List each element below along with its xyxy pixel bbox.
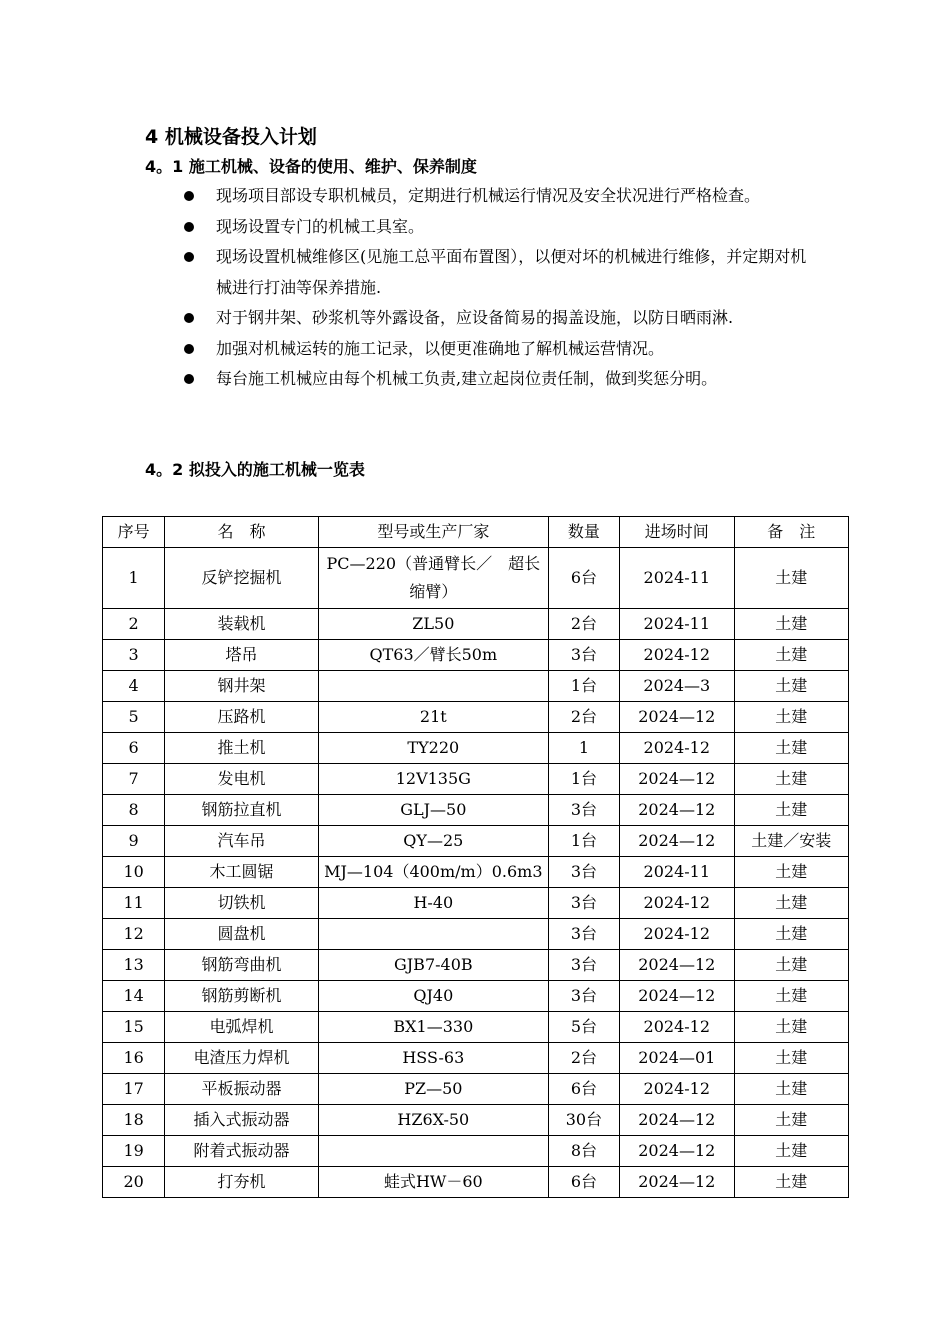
cell-index: 6 — [103, 733, 165, 764]
header-remark: 备 注 — [734, 517, 848, 548]
cell-remark: 土建 — [734, 1012, 848, 1043]
cell-quantity: 3台 — [548, 857, 619, 888]
bullet-text: 现场项目部设专职机械员，定期进行机械运行情况及安全状况进行严格检查。 — [216, 186, 761, 205]
cell-name: 钢筋剪断机 — [165, 981, 319, 1012]
cell-model: MJ—104（400m/m）0.6m3 — [318, 857, 548, 888]
cell-index: 11 — [103, 888, 165, 919]
cell-model: HZ6X-50 — [318, 1105, 548, 1136]
cell-quantity: 1台 — [548, 826, 619, 857]
cell-name: 塔吊 — [165, 640, 319, 671]
cell-name: 钢筋拉直机 — [165, 795, 319, 826]
cell-remark: 土建 — [734, 950, 848, 981]
bullet-dot-icon — [184, 374, 194, 384]
cell-model: QY—25 — [318, 826, 548, 857]
cell-quantity: 6台 — [548, 548, 619, 609]
cell-quantity: 2台 — [548, 702, 619, 733]
table-row — [103, 1043, 849, 1074]
bullet-item — [216, 181, 812, 212]
cell-model: QT63／臂长50m — [318, 640, 548, 671]
bullet-text: 现场设置机械维修区(见施工总平面布置图），以便对坏的机械进行维修，并定期对机械进行打油等保养措施. — [216, 247, 807, 297]
cell-index: 5 — [103, 702, 165, 733]
cell-name: 圆盘机 — [165, 919, 319, 950]
table-body — [103, 548, 849, 1198]
table-row — [103, 733, 849, 764]
cell-remark: 土建 — [734, 1074, 848, 1105]
table-row — [103, 609, 849, 640]
cell-remark: 土建 — [734, 888, 848, 919]
cell-remark: 土建 — [734, 609, 848, 640]
cell-index: 19 — [103, 1136, 165, 1167]
cell-name: 推土机 — [165, 733, 319, 764]
cell-quantity: 2台 — [548, 1043, 619, 1074]
bullet-text: 对于钢井架、砂浆机等外露设备，应设备简易的揭盖设施，以防日晒雨淋. — [216, 308, 734, 327]
cell-model: ZL50 — [318, 609, 548, 640]
cell-quantity: 3台 — [548, 919, 619, 950]
header-model: 型号或生产厂家 — [318, 517, 548, 548]
cell-model: BX1—330 — [318, 1012, 548, 1043]
cell-name: 钢筋弯曲机 — [165, 950, 319, 981]
cell-index: 8 — [103, 795, 165, 826]
table-row — [103, 671, 849, 702]
cell-quantity: 3台 — [548, 981, 619, 1012]
table-row — [103, 640, 849, 671]
cell-name: 插入式振动器 — [165, 1105, 319, 1136]
cell-arrival-time: 2024-12 — [620, 919, 734, 950]
cell-model: H-40 — [318, 888, 548, 919]
cell-name: 切铁机 — [165, 888, 319, 919]
cell-remark: 土建 — [734, 640, 848, 671]
cell-arrival-time: 2024—12 — [620, 1105, 734, 1136]
bullet-dot-icon — [184, 313, 194, 323]
maintenance-rules-list — [0, 181, 950, 395]
bullet-dot-icon — [184, 222, 194, 232]
cell-index: 1 — [103, 548, 165, 609]
cell-quantity: 6台 — [548, 1074, 619, 1105]
cell-model: GLJ—50 — [318, 795, 548, 826]
cell-arrival-time: 2024-12 — [620, 888, 734, 919]
cell-remark: 土建 — [734, 671, 848, 702]
cell-arrival-time: 2024-12 — [620, 1012, 734, 1043]
cell-quantity: 8台 — [548, 1136, 619, 1167]
cell-remark: 土建 — [734, 919, 848, 950]
cell-remark: 土建 — [734, 795, 848, 826]
header-arrival-time: 进场时间 — [620, 517, 734, 548]
cell-index: 3 — [103, 640, 165, 671]
cell-model: TY220 — [318, 733, 548, 764]
header-name: 名 称 — [165, 517, 319, 548]
bullet-dot-icon — [184, 191, 194, 201]
cell-quantity: 30台 — [548, 1105, 619, 1136]
cell-model: 21t — [318, 702, 548, 733]
cell-arrival-time: 2024-12 — [620, 733, 734, 764]
cell-name: 汽车吊 — [165, 826, 319, 857]
cell-model: HSS-63 — [318, 1043, 548, 1074]
table-row — [103, 1074, 849, 1105]
cell-name: 钢井架 — [165, 671, 319, 702]
cell-index: 7 — [103, 764, 165, 795]
cell-quantity: 3台 — [548, 640, 619, 671]
cell-remark: 土建 — [734, 1167, 848, 1198]
table-row — [103, 548, 849, 609]
header-quantity: 数量 — [548, 517, 619, 548]
cell-name: 平板振动器 — [165, 1074, 319, 1105]
table-row — [103, 950, 849, 981]
table-row — [103, 764, 849, 795]
cell-remark: 土建 — [734, 764, 848, 795]
cell-index: 18 — [103, 1105, 165, 1136]
cell-model: GJB7-40B — [318, 950, 548, 981]
table-row — [103, 919, 849, 950]
cell-arrival-time: 2024-11 — [620, 548, 734, 609]
cell-arrival-time: 2024-11 — [620, 609, 734, 640]
cell-name: 附着式振动器 — [165, 1136, 319, 1167]
cell-arrival-time: 2024-11 — [620, 857, 734, 888]
cell-remark: 土建 — [734, 857, 848, 888]
cell-arrival-time: 2024—12 — [620, 950, 734, 981]
cell-index: 10 — [103, 857, 165, 888]
cell-arrival-time: 2024—3 — [620, 671, 734, 702]
section-2-title: 4。2 拟投入的施工机械一览表 — [145, 460, 365, 479]
cell-arrival-time: 2024—12 — [620, 795, 734, 826]
bullet-item — [216, 364, 812, 395]
cell-quantity: 3台 — [548, 950, 619, 981]
cell-remark: 土建 — [734, 1043, 848, 1074]
cell-arrival-time: 2024—12 — [620, 1136, 734, 1167]
cell-remark: 土建 — [734, 548, 848, 609]
table-row — [103, 702, 849, 733]
table-row — [103, 888, 849, 919]
cell-index: 20 — [103, 1167, 165, 1198]
cell-index: 17 — [103, 1074, 165, 1105]
cell-model: PC—220（普通臂长／ 超长缩臂） — [318, 548, 548, 609]
cell-model — [318, 919, 548, 950]
cell-arrival-time: 2024—12 — [620, 1167, 734, 1198]
cell-index: 13 — [103, 950, 165, 981]
cell-index: 12 — [103, 919, 165, 950]
cell-model: 12V135G — [318, 764, 548, 795]
machinery-table — [102, 516, 849, 1198]
cell-arrival-time: 2024-12 — [620, 640, 734, 671]
cell-name: 压路机 — [165, 702, 319, 733]
cell-quantity: 1 — [548, 733, 619, 764]
cell-name: 装载机 — [165, 609, 319, 640]
cell-remark: 土建／安装 — [734, 826, 848, 857]
cell-quantity: 2台 — [548, 609, 619, 640]
cell-model: QJ40 — [318, 981, 548, 1012]
cell-index: 2 — [103, 609, 165, 640]
table-row — [103, 1105, 849, 1136]
section-1-title: 4。1 施工机械、设备的使用、维护、保养制度 — [145, 157, 477, 176]
cell-name: 电渣压力焊机 — [165, 1043, 319, 1074]
cell-quantity: 6台 — [548, 1167, 619, 1198]
table-row — [103, 1012, 849, 1043]
header-index: 序号 — [103, 517, 165, 548]
bullet-dot-icon — [184, 252, 194, 262]
bullet-dot-icon — [184, 344, 194, 354]
cell-index: 4 — [103, 671, 165, 702]
bullet-text: 现场设置专门的机械工具室。 — [216, 216, 425, 236]
cell-name: 打夯机 — [165, 1167, 319, 1198]
table-row — [103, 795, 849, 826]
bullet-item — [216, 334, 812, 365]
cell-model: PZ—50 — [318, 1074, 548, 1105]
cell-quantity: 3台 — [548, 888, 619, 919]
bullet-text: 每台施工机械应由每个机械工负责,建立起岗位责任制，做到奖惩分明。 — [216, 369, 718, 388]
bullet-item — [216, 212, 812, 243]
cell-arrival-time: 2024—12 — [620, 764, 734, 795]
bullet-item — [216, 242, 812, 303]
cell-index: 15 — [103, 1012, 165, 1043]
cell-arrival-time: 2024-12 — [620, 1074, 734, 1105]
cell-arrival-time: 2024—12 — [620, 826, 734, 857]
cell-name: 木工圆锯 — [165, 857, 319, 888]
cell-index: 16 — [103, 1043, 165, 1074]
cell-quantity: 1台 — [548, 671, 619, 702]
cell-remark: 土建 — [734, 733, 848, 764]
table-row — [103, 1136, 849, 1167]
table-row — [103, 857, 849, 888]
cell-model: 蛙式HW－60 — [318, 1167, 548, 1198]
cell-quantity: 3台 — [548, 795, 619, 826]
cell-index: 14 — [103, 981, 165, 1012]
cell-remark: 土建 — [734, 981, 848, 1012]
cell-quantity: 5台 — [548, 1012, 619, 1043]
cell-name: 发电机 — [165, 764, 319, 795]
cell-arrival-time: 2024—12 — [620, 981, 734, 1012]
bullet-item — [216, 303, 812, 334]
table-header-row — [103, 517, 849, 548]
main-heading: 4 机械设备投入计划 — [145, 126, 317, 148]
cell-arrival-time: 2024—01 — [620, 1043, 734, 1074]
cell-quantity: 1台 — [548, 764, 619, 795]
cell-name: 反铲挖掘机 — [165, 548, 319, 609]
cell-name: 电弧焊机 — [165, 1012, 319, 1043]
cell-model — [318, 1136, 548, 1167]
cell-index: 9 — [103, 826, 165, 857]
cell-remark: 土建 — [734, 1105, 848, 1136]
table-row — [103, 981, 849, 1012]
bullet-text: 加强对机械运转的施工记录，以便更准确地了解机械运营情况。 — [216, 338, 665, 358]
table-row — [103, 1167, 849, 1198]
cell-remark: 土建 — [734, 702, 848, 733]
cell-model — [318, 671, 548, 702]
table-row — [103, 826, 849, 857]
cell-remark: 土建 — [734, 1136, 848, 1167]
cell-arrival-time: 2024—12 — [620, 702, 734, 733]
